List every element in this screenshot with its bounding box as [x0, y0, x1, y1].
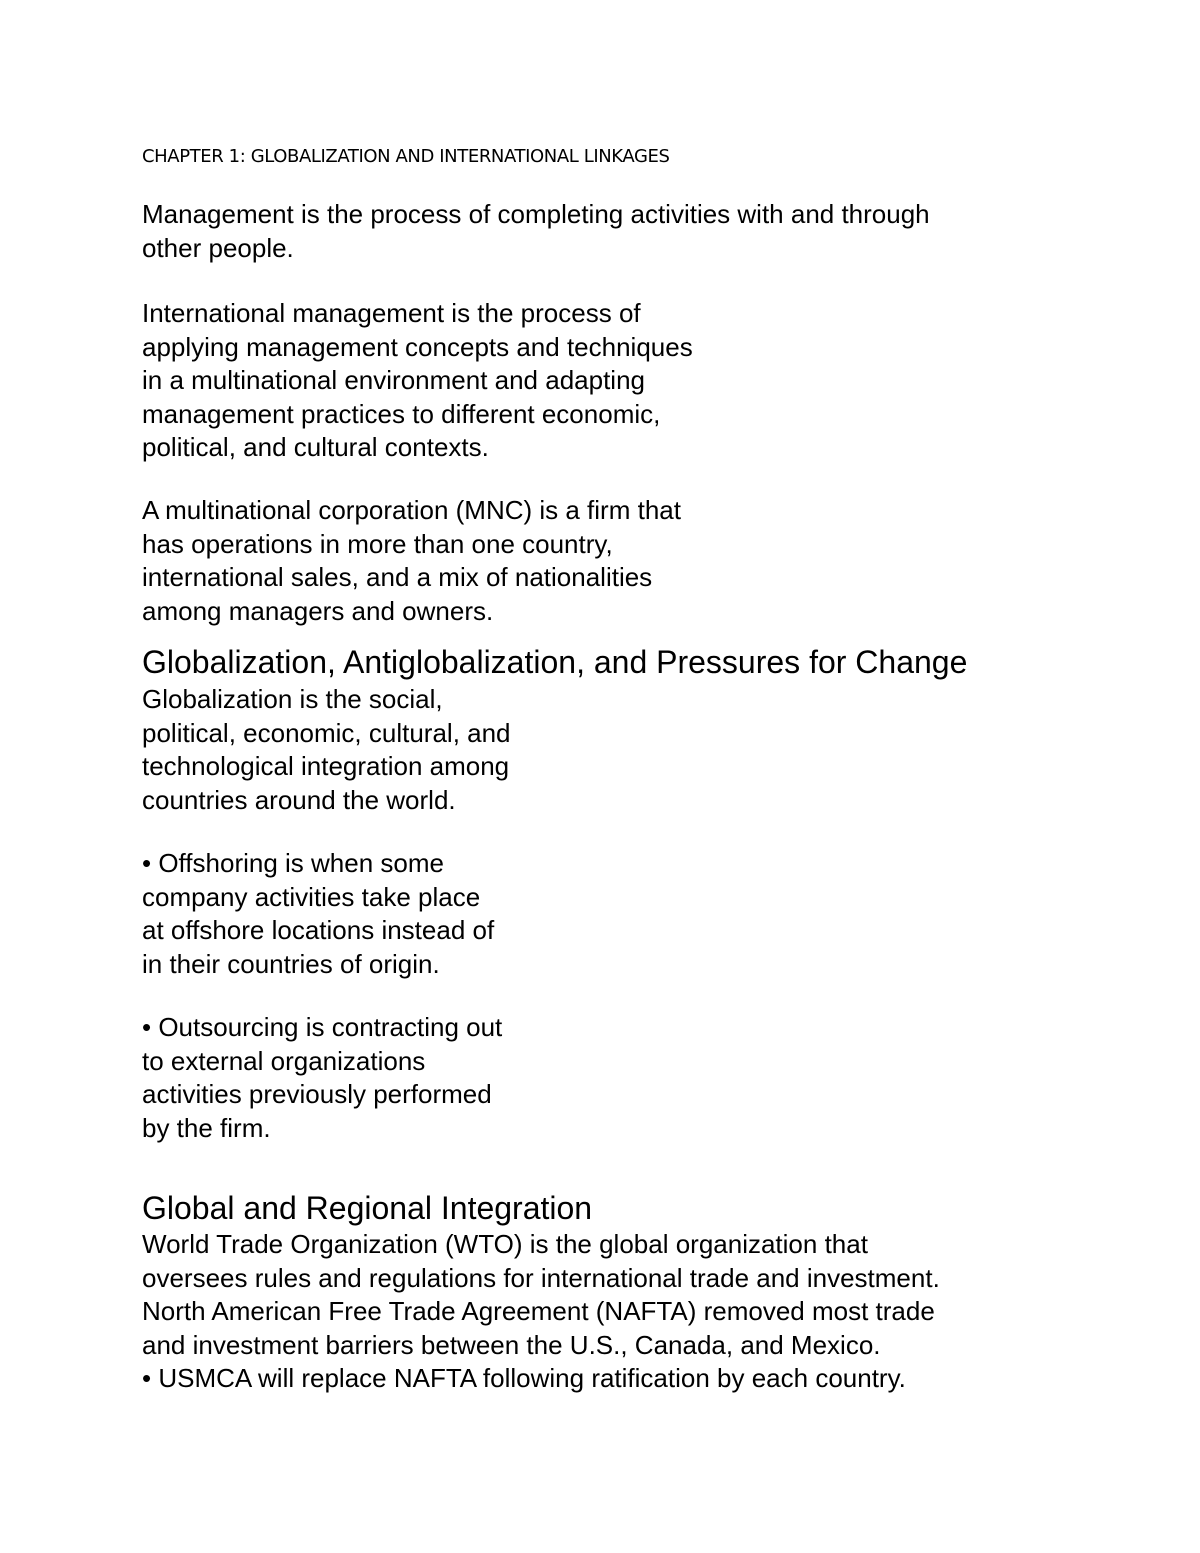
offshoring-bullet: • Offshoring is when some company activities take place at offshore locations instead of in their countries of origin.: [142, 848, 495, 979]
mnc-definition: A multinational corporation (MNC) is a firm that has operations in more than one country, international sales, and a mix of nationalities among managers and owners.: [142, 495, 681, 626]
globalization-section-heading: Globalization, Antiglobalization, and Pressures for Change: [142, 644, 968, 680]
integration-body: World Trade Organization (WTO) is the global organization that oversees rules and regulations for international trade and investment. North American Free Trade Agreement (NAFTA) removed most trade and investment barriers between the U.S., Canada, and Mexico. • USMCA will replace NAFTA following ratification by each country.: [142, 1229, 940, 1394]
outsourcing-bullet: • Outsourcing is contracting out to external organizations activities previously performed by the firm.: [142, 1012, 503, 1143]
international-management-definition: International management is the process of applying management concepts and techniques in a multinational environment and adapting management practices to different economic, political, and cultural contexts.: [142, 298, 693, 463]
management-definition: Management is the process of completing activities with and through other people.: [142, 199, 930, 263]
integration-section-heading: Global and Regional Integration: [142, 1190, 593, 1226]
chapter-title: CHAPTER 1: GLOBALIZATION AND INTERNATIONAL LINKAGES: [142, 146, 670, 167]
globalization-definition: Globalization is the social, political, economic, cultural, and technological integration among countries around the world.: [142, 684, 511, 815]
